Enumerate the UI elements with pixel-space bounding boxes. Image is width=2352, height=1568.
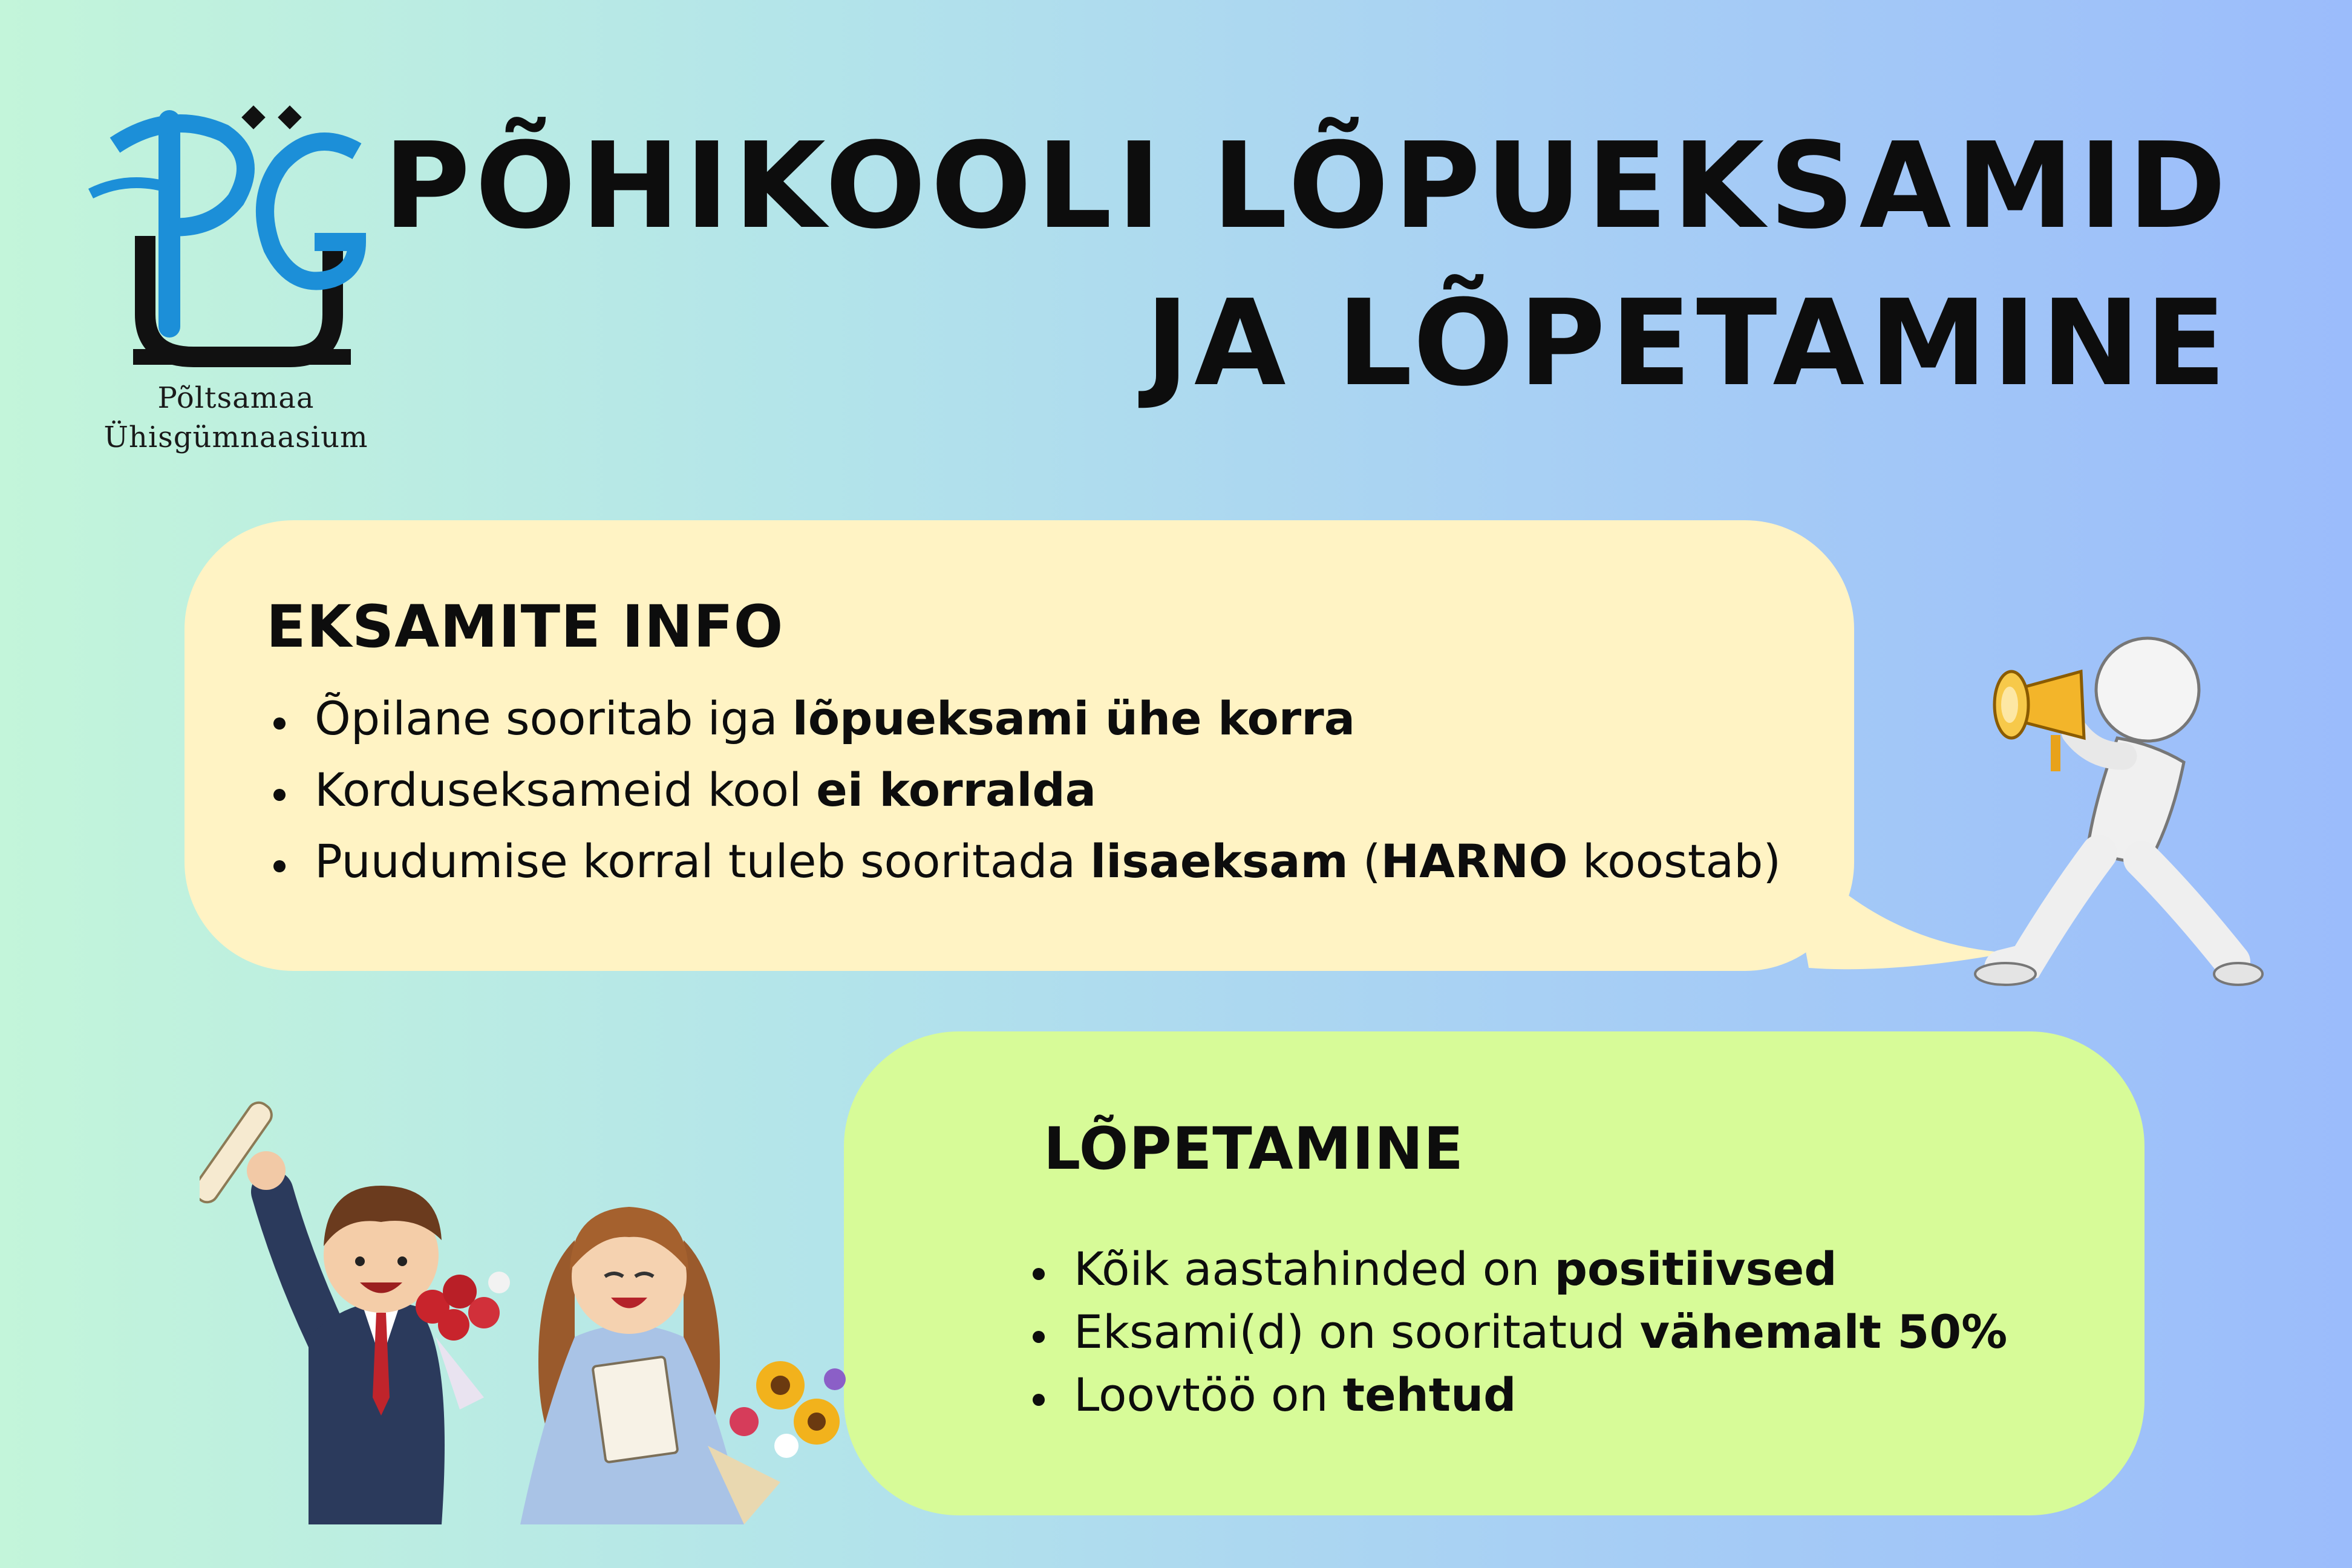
exam-info-heading: EKSAMITE INFO <box>266 593 784 661</box>
logo-name-line2: Ühisgümnaasium <box>103 420 368 454</box>
list-item: Loovtöö on tehtud <box>1025 1372 2007 1418</box>
girl-graduate-icon <box>520 1207 846 1524</box>
boy-graduate-icon <box>200 1099 510 1524</box>
graduates-illustration <box>200 1022 962 1524</box>
graduation-heading: LÕPETAMINE <box>1044 1115 1464 1183</box>
exam-info-bubble <box>185 520 1854 971</box>
school-logo <box>73 97 399 472</box>
list-item: Korduseksameid kool ei korralda <box>266 767 1781 813</box>
list-item: Puudumise korral tuleb sooritada lisaeksam (HARNO koostab) <box>266 838 1781 884</box>
list-item: Kõik aastahinded on positiivsed <box>1025 1246 2007 1292</box>
exam-info-list <box>266 691 1781 910</box>
page-title-line1: PÕHIKOOLI LÕPUEKSAMID <box>383 117 2231 255</box>
page-title-line2: JA LÕPETAMINE <box>1145 275 2231 413</box>
logo-name-line1: Põltsamaa <box>157 381 315 415</box>
megaphone-person-icon <box>1954 623 2269 998</box>
graduation-bubble <box>844 1031 2145 1515</box>
list-item: Õpilane sooritab iga lõpueksami ühe korra <box>266 696 1781 742</box>
pug-monogram-icon <box>73 97 399 375</box>
list-item: Eksami(d) on sooritatud vähemalt 50% <box>1025 1309 2007 1355</box>
graduation-list <box>1025 1242 2008 1435</box>
